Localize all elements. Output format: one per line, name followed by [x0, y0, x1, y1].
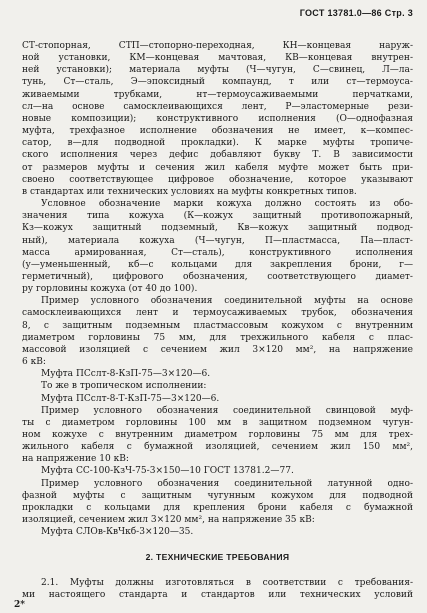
text-line: 2.1. Муфты должны изготовляться в соответствии с требования- — [41, 577, 413, 588]
text-line: Пример условного обозначения соединительной латунной одно- — [41, 478, 413, 489]
text-line: герметичный), цифрового обозначения, соответствующего диамет- — [22, 271, 413, 282]
text-line: 6 кВ: — [22, 357, 46, 368]
paragraph-marking-rules — [22, 40, 413, 198]
text-line: ном кожухе с внутренним диаметром горловины 75 мм для трех- — [22, 430, 413, 440]
text-line: сл—на основе самосклеивающихся лент, Р—эластомерные рези- — [22, 101, 413, 112]
section-heading: 2. ТЕХНИЧЕСКИЕ ТРЕБОВАНИЯ — [145, 552, 290, 563]
text-line: ты с диаметром горловины 100 мм в защитном подземном чугун- — [22, 417, 413, 428]
document-body — [22, 40, 413, 601]
example-designation-3: Муфта СС-100-КзЧ-75-3×150—10 ГОСТ 13781.2—77. — [41, 466, 294, 477]
text-line: своено соответствующее цифровое обозначение, которое указывают — [22, 174, 413, 185]
page-header: ГОСТ 13781.0—86 Стр. 3 — [299, 8, 413, 18]
text-line: ми настоящего стандарта и стандартов или технических условий — [22, 589, 413, 600]
example-designation-1: Муфта ПСслт-8-КзП-75—3×120—6. — [41, 369, 211, 380]
text-line: Пример условного обозначения соединительной свинцовой муф- — [41, 405, 413, 416]
paragraph-example-4-intro — [22, 478, 413, 527]
text-line: масса армированная, Ст—сталь), конструктивного исполнения — [22, 247, 413, 258]
text-line: СТ-стопорная, СТП—стопорно-переходная, КН—концевая наруж- — [22, 41, 413, 51]
text-line: в стандартах или технических условиях на муфты конкретных типов. — [22, 186, 357, 197]
text-line: жильного кабеля с бумажной изоляцией, сечением жил 150 мм², — [22, 442, 413, 453]
text-line: самосклеивающихся лент и термоусаживаемых трубок, обозначения — [22, 308, 413, 319]
paragraph-casing-designation — [22, 198, 413, 295]
tropic-version-label: То же в тропическом исполнении: — [41, 381, 207, 392]
text-line: значения типа кожуха (К—кожух защитный противопожарный, — [22, 211, 413, 222]
text-line: новые композиции); конструктивного исполнения (О—однофазная — [22, 113, 413, 124]
text-line: Условное обозначение марки кожуха должно состоять из обо- — [41, 199, 413, 210]
example-designation-4: Муфта СЛОв-КвЧкб-3×120—35. — [41, 527, 194, 538]
paragraph-example-1-intro — [22, 295, 413, 368]
text-line: прокладки с кольцами для крепления брони кабеля с бумажной — [22, 502, 413, 513]
text-line: живаемыми трубками, нт—термоусаживаемыми перчатками, — [22, 89, 413, 100]
page-signature: 2* — [14, 600, 25, 610]
text-line: ной установки, КМ—концевая мачтовая, КВ—концевая внутрен- — [22, 53, 413, 64]
text-line: изоляцией, сечением жил 3×120 мм², на напряжение 35 кВ: — [22, 515, 315, 526]
text-line: ру горловины кожуха (от 40 до 100). — [22, 284, 198, 295]
text-line: Кз—кожух защитный подземный, Кв—кожух защитный подвод- — [22, 223, 413, 234]
text-line: ный), материала кожуха (Ч—чугун, П—пластмасса, Па—пласт- — [22, 235, 413, 246]
example-designation-2: Муфта ПСслт-8-Т-КзП-75—3×120—6. — [41, 393, 220, 404]
text-line: от размеров муфты и сечения жил кабеля муфте может быть при- — [22, 162, 413, 173]
text-line: ского исполнения через дефис добавляют букву Т. В зависимости — [22, 150, 413, 161]
text-line: сатор, в—для подводной прокладки). К марке муфты тропиче- — [22, 138, 413, 149]
paragraph-example-3-intro — [22, 405, 413, 466]
text-line: Пример условного обозначения соединительной муфты на основе — [41, 296, 413, 307]
text-line: массовой изоляцией с сечением жил 3×120 мм², на напряжение — [22, 344, 413, 355]
text-line: ней установки); материала муфты (Ч—чугун, С—свинец, Л—ла- — [22, 65, 413, 76]
text-line: муфта, трехфазное исполнение обозначения не имеет, к—компес- — [22, 126, 413, 137]
text-line: фазной муфты с защитным чугунным кожухом для подводной — [22, 490, 413, 501]
text-line: (у—уменьшенный, кб—с кольцами для закрепления брони, г— — [22, 259, 413, 270]
text-line: диаметром горловины 75 мм, для трехжильного кабеля с плас- — [22, 332, 413, 343]
paragraph-2-1 — [22, 577, 413, 601]
text-line: тунь, Ст—сталь, Э—эпоксидный компаунд, т или ст—термоусa- — [22, 77, 413, 88]
text-line: 8, с защитным подземным пластмассовым кожухом с внутренним — [22, 320, 413, 331]
text-line: на напряжение 10 кВ: — [22, 454, 129, 465]
